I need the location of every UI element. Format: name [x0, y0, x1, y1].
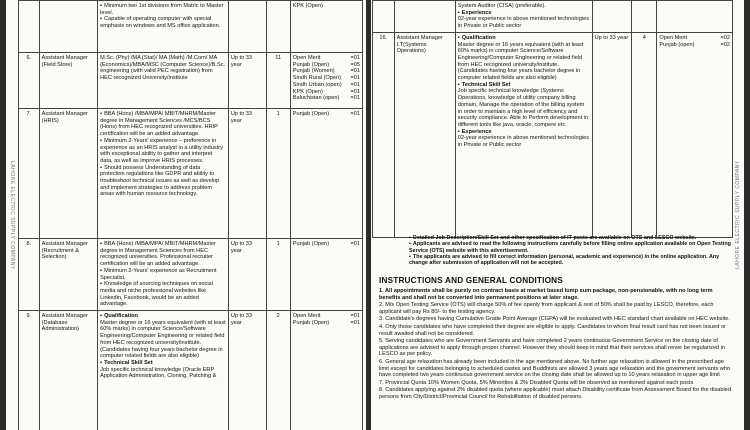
qualification-details	[98, 1, 229, 53]
age-limit: Up to 33 year	[592, 32, 632, 237]
age-limit: Up to 33 year	[228, 53, 266, 109]
instructions-title: INSTRUCTIONS AND GENERAL CONDITIONS	[379, 276, 563, 285]
quota-name: Open Merit	[659, 34, 688, 41]
detail-line: Job specific technical knowledge (Systems Operations, knowledge of utility company billing domain, Manage the operation of the billing system in order to maintain a high level of efficiency and security compliance. Able to Perform development in different tools like java, oracle, compere etc.	[457, 88, 589, 128]
instruction-item: 3. Candidate's degrees having Cumulative Grade Point Average (CGPA) will be evaluated with HEC standard chart available on HEC website.	[379, 316, 730, 323]
serial-number	[373, 1, 395, 33]
detail-line: ▪ Minimum two 1st divisions from Matric to Master level.	[100, 3, 226, 16]
quota-name: Punjab (open)	[659, 41, 695, 48]
age-limit	[592, 1, 632, 33]
detail-line: ▪ Minimum 2-Years' experience – preference in experience as an HRIS analyst in a utility industry with exceptional ability to gather and interpret data, as well as improve HRIS processes.	[100, 138, 226, 165]
job-row	[19, 1, 363, 53]
quota-name: Baluchistan (open)	[292, 95, 340, 102]
quota-line	[293, 95, 360, 102]
qualification-details	[98, 109, 229, 239]
instructions-list	[379, 288, 734, 402]
quota-line	[293, 62, 360, 69]
quota-name: KPK (Open)	[292, 88, 323, 95]
detail-line: Master degree or 16 years equivalent (with at least 60% marks) in computer Science/Software Engineering/Computer Engineering or related field from HEC recognized university/institute. (Candidates having four years bachelor degree in computer related fields are also eligible)	[100, 319, 226, 360]
quota-line	[293, 313, 360, 320]
detail-line: 02-year experience in above mentioned technologies in Private or Public sector	[457, 16, 590, 30]
seat-count: 1	[266, 239, 290, 311]
quota-count: =01	[350, 95, 360, 102]
qualification-details	[455, 1, 592, 33]
age-limit	[228, 1, 266, 53]
detail-line: ▪ Should possess Understanding of data protection regulations like GDPR and ability to troubleshoot technical issues as well as develop and implement strategies to address problem areas with human resource technology.	[100, 165, 226, 199]
post-title	[394, 1, 455, 33]
instruction-item: 6. General age relaxation has already been included in the age mentioned above. No further age relaxation is allowed in the prescribed age limit except for candidates belonging to scheduled castes and Buddhists are allowed 3 years age relaxation and the government servants who have completed two years continuous government service on the closing date shall be allowed up to 10 years relaxation in upper age limit	[379, 358, 731, 379]
quota-line	[293, 89, 360, 96]
right-newspaper-page	[371, 0, 744, 430]
age-limit: Up to 33 year	[228, 311, 266, 430]
serial-number	[19, 1, 40, 53]
qualification-details	[98, 53, 229, 109]
quota-line	[293, 3, 360, 10]
quota-name: Punjab (Open)	[292, 241, 330, 247]
detail-line: Job specific technical knowledge (Oracle ERP Application Administration, Cloning, Patching &	[100, 366, 217, 380]
jobs-table-left	[18, 0, 363, 430]
quota-name: Open Merit	[292, 55, 321, 61]
job-row	[19, 109, 363, 239]
quota-count: =01	[350, 111, 360, 117]
quota-line	[293, 111, 360, 118]
detail-line: ▪ Technical Skill Set	[100, 360, 226, 367]
detail-line: ▪ Minimum 2-Years' experience as Recruitment Specialist.	[100, 268, 226, 281]
seat-count	[632, 1, 657, 33]
detail-line: 02-year experience in above mentioned technologies in Private or Public sector	[457, 135, 590, 149]
serial-number: 16.	[373, 32, 395, 237]
quota-name: Sindh Rural (Open)	[292, 75, 341, 82]
qualification-details	[98, 311, 229, 430]
job-row	[373, 32, 733, 237]
detail-line: System Auditor (CISA) (preferable).	[457, 3, 546, 9]
job-row	[19, 311, 363, 430]
serial-number: 6.	[19, 53, 40, 109]
seat-count	[266, 1, 290, 53]
qualification-details	[98, 239, 229, 311]
quota-count: =02	[720, 34, 730, 41]
quota-cell	[290, 1, 362, 53]
left-newspaper-page	[6, 0, 366, 430]
detail-line: ▪ Qualification	[458, 35, 590, 42]
quota-cell	[657, 32, 733, 237]
serial-number: 7.	[19, 109, 40, 239]
quota-name: KPK (Open)	[292, 3, 323, 9]
quota-count: =01	[350, 75, 360, 82]
quota-count: =01	[350, 88, 360, 95]
detail-line: ▪ Qualification	[100, 313, 226, 320]
post-title: Assistant Manager (Recruitment & Selection)	[39, 239, 97, 311]
quota-line	[293, 82, 360, 89]
post-title: Assistant Manager (Database Administration)	[39, 311, 97, 430]
quota-count: =01	[350, 241, 360, 247]
note-item: ▪ The applicants are advised to fill correct information (personal, academic and experience) in the online application. Any change after submission of application will not be accepted.	[409, 254, 731, 267]
qualification-details	[455, 32, 592, 237]
quota-count: =01	[350, 68, 360, 75]
post-title: Assistant Manager (Field Store)	[39, 53, 97, 109]
job-row	[19, 53, 363, 109]
note-item: ▪ Applicants are advised to read the following instructions carefully before filling online application available on Open Testing Service (OTS) website with this advertisement.	[409, 241, 731, 254]
instruction-item: 1. All appointments shall be purely on contract basis at market based lump sum package, non-pensionable, with no long term benefits and shall not be converted into permanent positions at later stage.	[379, 288, 713, 301]
quota-cell	[290, 239, 362, 311]
instruction-item: 2. M/s Open Testing Service (OTS) will charge 50% of fee openly from applicant & rest of 50% shall be paid by LESCO, therefore, each applicant will pay Rs 80/- to the testing agency.	[379, 302, 714, 315]
quota-name: Punjab (Women)	[292, 68, 335, 75]
margin-text: LAHORE ELECTRIC SUPPLY COMPANY	[735, 160, 741, 270]
detail-line: ▪ BBA (Hons) /MBA/MPA/ MBIT/MHRM/Master degree in Management Sciences /MCS/BCS (Hons) from HEC recognized universities. HRIP certification will be an added advantage.	[100, 111, 226, 138]
quota-name: Punjab (Open)	[292, 61, 330, 68]
note-item: ▪ Detailed Job Description/Skill Set and other specification of IT posts are available on OTS and LESCO website.	[409, 235, 731, 241]
quota-count: =05	[350, 61, 360, 68]
serial-number: 8.	[19, 239, 40, 311]
instruction-item: 7. Provincial Quota 10% Women Quota, 5% Minorities & 2% Disabled Quota will be observed as mentioned against each posts	[379, 379, 694, 386]
age-limit: Up to 33 year	[228, 239, 266, 311]
quota-cell	[290, 109, 362, 239]
quota-name: Punjab (Open)	[292, 319, 330, 326]
quota-count: =01	[350, 55, 360, 61]
instruction-item: 8. Candidates applying against 2% disabled quota (where applicable) must attach Disability certificate from Assessment Board for the disabled persons from City/District/Provincial Council for Rehabilitation of disabled persons.	[379, 387, 731, 400]
margin-text: LAHORE ELECTRIC SUPPLY COMPANY	[9, 160, 15, 270]
quota-cell	[290, 53, 362, 109]
instruction-item: 4. Only those candidates who have completed their degree are eligible to apply. Candidates to whom final result card has not been issued or result awaited shall not be considered.	[379, 323, 726, 337]
detail-line: ▪ Knowledge of sourcing techniques on social media and niche professional websites like Linkedin, Facebook, would be an added advantage.	[100, 281, 226, 308]
quota-line	[293, 55, 360, 62]
quota-line	[659, 42, 730, 49]
detail-line: M.Sc. (Phy) /MA (Stat)/ MA (Math) /M.Com/ MA (Economics)/MBA/MSC (Computer Science)/B.Sc. engineering (with valid PEC registration) from HEC recognized University/institute	[100, 55, 226, 82]
quota-line	[293, 241, 360, 248]
serial-number: 9.	[19, 311, 40, 430]
job-row	[373, 1, 733, 33]
quota-line	[293, 320, 360, 327]
detail-line: ▪ Technical Skill Set	[458, 82, 590, 89]
detail-line: ▪ BBA (Hons) /MBA/MPA/ MBIT/MHRM/Master degree in Management Sciences from HEC recognized universities. Professional recruiter certification will be an added advantage.	[100, 241, 226, 268]
post-title	[39, 1, 97, 53]
jobs-table-right	[372, 0, 733, 238]
quota-name: Open Merit	[292, 313, 321, 320]
quota-count: =01	[350, 319, 360, 326]
quota-name: Punjab (Open)	[292, 111, 330, 117]
seat-count: 2	[266, 311, 290, 430]
quota-name: Sindh Urban (open)	[292, 81, 342, 88]
post-title: Assistant Manager (HRIS)	[39, 109, 97, 239]
notes-list	[409, 235, 731, 266]
detail-line: Master degree or 16 years equivalent (with at least 60% marks) in computer Science/Software Engineering/Computer Engineering or related field from HEC recognized university/institute. (Candidates having four years bachelor degree in computer related fields are also eligible)	[457, 41, 584, 82]
job-row	[19, 239, 363, 311]
detail-line: ▪ Experience	[458, 10, 590, 17]
seat-count: 4	[632, 32, 657, 237]
quota-line	[659, 35, 730, 42]
quota-line	[293, 75, 360, 82]
quota-count: =01	[350, 313, 360, 320]
quota-count: =02	[720, 41, 730, 48]
quota-cell	[657, 1, 733, 33]
post-title: Assistant Manager I.T(Systems Operations)	[394, 32, 455, 237]
seat-count: 11	[266, 53, 290, 109]
quota-count: =01	[350, 81, 360, 88]
detail-line: ▪ Capable of operating computer with special emphasis on windows and MS office application.	[100, 16, 226, 29]
seat-count: 1	[266, 109, 290, 239]
age-limit: Up to 33 year	[228, 109, 266, 239]
detail-line: ▪ Experience	[458, 129, 590, 136]
quota-line	[293, 68, 360, 75]
quota-cell	[290, 311, 362, 430]
instruction-item: 5. Serving candidates who are Government Servants and have completed 2 years continuous Government Service on the closing date of applications are advised to apply through proper channel. However they should keep in mind that their services shall never be regularized in LESCO as per policy.	[379, 338, 726, 358]
